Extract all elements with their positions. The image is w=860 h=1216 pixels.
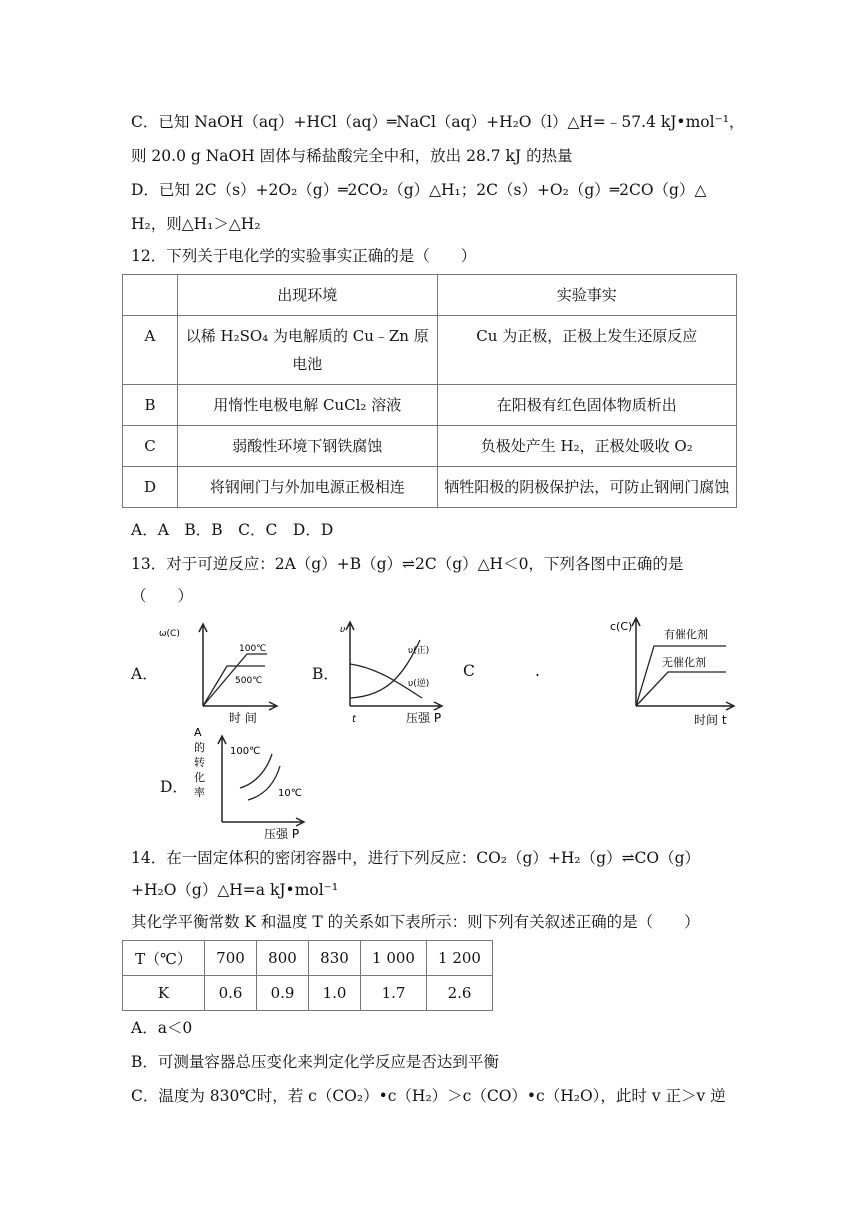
table-cell: Cu 为正极，正极上发生还原反应: [437, 316, 736, 385]
table-cell: 1 200: [427, 941, 493, 976]
table-cell: D: [123, 467, 178, 508]
table-cell: 1.7: [361, 976, 427, 1011]
table-row: [123, 467, 737, 508]
graph-d-xlabel: 压强 P: [264, 827, 300, 840]
question-13-line2: （ ）: [131, 587, 194, 605]
graph-a-curve1: 100℃: [239, 644, 267, 654]
table-cell: K: [123, 976, 205, 1011]
graph-c-label: C: [463, 662, 475, 680]
graph-b-curve2: υ(逆): [408, 679, 430, 689]
graph-a-curve2: 500℃: [235, 676, 263, 686]
graph-d-curve2: 10℃: [278, 788, 302, 799]
graph-b-label: B．: [312, 665, 339, 683]
table-cell: B: [123, 385, 178, 426]
table-12: [122, 274, 737, 508]
table-cell: 0.6: [205, 976, 257, 1011]
graph-b: [338, 618, 458, 726]
option-d-line2: H₂，则△H₁＞△H₂: [131, 215, 261, 233]
table-cell: 2.6: [427, 976, 493, 1011]
graph-a-label: A．: [131, 665, 158, 683]
graph-a-ylabel: ω(C): [159, 629, 180, 639]
table-cell: 实验事实: [437, 275, 736, 316]
graph-d-label: D．: [160, 778, 188, 796]
table-cell: 出现环境: [177, 275, 437, 316]
graph-d-curve1: 100℃: [230, 746, 261, 757]
graph-a-xlabel: 时 间: [229, 711, 257, 725]
table-cell: C: [123, 426, 178, 467]
graph-b-origin: t: [352, 714, 356, 725]
question-12: 12．下列关于电化学的实验事实正确的是（ ）: [131, 247, 477, 265]
option-d-line1: D．已知 2C（s）+2O₂（g）═2CO₂（g）△H₁；2C（s）+O₂（g）═2CO（g）△: [131, 181, 707, 199]
table-row: [123, 941, 493, 976]
option-c: C．温度为 830℃时，若 c（CO₂）•c（H₂）＞c（CO）•c（H₂O），此时 v 正＞v 逆: [131, 1087, 726, 1105]
table-cell: 在阳极有红色固体物质析出: [437, 385, 736, 426]
graph-b-ylabel: υ: [340, 625, 346, 635]
graph-c: [606, 614, 742, 728]
option-a: A．a＜0: [131, 1019, 193, 1037]
table-row: [123, 426, 737, 467]
graph-a: [155, 618, 285, 726]
graph-c-ylabel: c(C): [610, 620, 633, 633]
graph-d: [186, 724, 316, 840]
graph-b-xlabel: 压强 P: [406, 711, 442, 725]
question-12-options: A．A B．B C．C D．D: [131, 521, 334, 539]
graph-b-curve1: υ(正): [408, 646, 430, 656]
table-cell: 牺牲阳极的阴极保护法，可防止钢闸门腐蚀: [437, 467, 736, 508]
table-row: [123, 976, 493, 1011]
table-row: [123, 275, 737, 316]
option-b: B．可测量容器总压变化来判定化学反应是否达到平衡: [131, 1053, 499, 1071]
svg-text:A的转化率: A 的转化率: [194, 726, 205, 799]
table-cell: 以稀 H₂SO₄ 为电解质的 Cu﹣Zn 原电池: [177, 316, 437, 385]
table-row: [123, 385, 737, 426]
table-row: [123, 316, 737, 385]
table-cell: 弱酸性环境下钢铁腐蚀: [177, 426, 437, 467]
table-cell: 700: [205, 941, 257, 976]
table-cell: 1.0: [309, 976, 361, 1011]
table-cell: 负极处产生 H₂，正极处吸收 O₂: [437, 426, 736, 467]
table-cell: 1 000: [361, 941, 427, 976]
question-13-line1: 13．对于可逆反应：2A（g）+B（g）⇌2C（g）△H＜0，下列各图中正确的是: [131, 555, 684, 573]
table-14: [122, 940, 493, 1011]
table-cell: T（℃）: [123, 941, 205, 976]
question-14-line1: 14．在一固定体积的密闭容器中，进行下列反应：CO₂（g）+H₂（g）⇌CO（g）: [131, 849, 701, 867]
option-c-line1: C．已知 NaOH（aq）+HCl（aq）═NaCl（aq）+H₂O（l）△H=﹣57.4 kJ•mol⁻¹，: [131, 113, 745, 131]
table-cell: A: [123, 316, 178, 385]
option-c-line2: 则 20.0 g NaOH 固体与稀盐酸完全中和，放出 28.7 kJ 的热量: [131, 147, 573, 165]
question-14-line2: +H₂O（g）△H=a kJ•mol⁻¹: [131, 881, 339, 899]
graph-c-curve2: 无催化剂: [662, 656, 706, 669]
table-cell: 0.9: [257, 976, 309, 1011]
table-cell: 将钢闸门与外加电源正极相连: [177, 467, 437, 508]
graph-c-dot: .: [535, 662, 540, 680]
graph-c-curve1: 有催化剂: [664, 628, 708, 641]
table-cell: [123, 275, 178, 316]
graph-c-xlabel: 时间 t: [694, 713, 727, 727]
question-14-line3: 其化学平衡常数 K 和温度 T 的关系如下表所示：则下列有关叙述正确的是（ ）: [131, 913, 700, 931]
table-cell: 800: [257, 941, 309, 976]
table-cell: 用惰性电极电解 CuCl₂ 溶液: [177, 385, 437, 426]
table-cell: 830: [309, 941, 361, 976]
graph-d-ylabel: [194, 726, 205, 799]
